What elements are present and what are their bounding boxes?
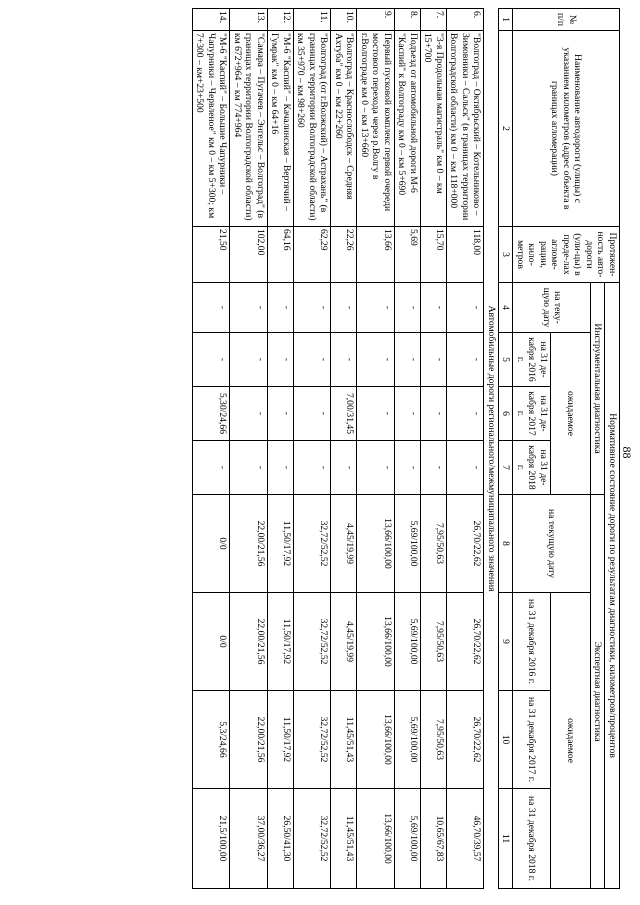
column-number: 2 [499, 31, 514, 227]
expert-2016: 11,50/17,92 [268, 593, 294, 691]
table-row [421, 9, 447, 889]
column-number: 5 [499, 333, 514, 387]
header-normative-state: Нормативное состояние дороги по результатам диагностики, километров/процентов [605, 283, 620, 889]
road-length: 13,66 [357, 227, 395, 283]
expert-2016: 32,72/52,52 [294, 593, 332, 691]
row-number: 14. [193, 9, 231, 31]
column-number: 8 [499, 495, 514, 593]
expert-2016: 22,00/21,56 [230, 593, 268, 691]
column-number: 4 [499, 283, 514, 333]
page-number: 88 [620, 446, 634, 459]
instr-2017: - [421, 387, 447, 441]
row-number: 7. [421, 9, 447, 31]
table-row [331, 9, 357, 889]
road-length: 62,29 [294, 227, 332, 283]
road-name: "Самара – Пугачев – Энгельс – Волгоград" (в границах территории Волгоградской области) км 672+964 – км 774+964 [230, 31, 268, 227]
table-row [395, 9, 421, 889]
road-length: 64,16 [268, 227, 294, 283]
instr-2018: - [395, 441, 421, 495]
instr-2017: - [230, 387, 268, 441]
header-road-name: Наименование автодороги (улицы) с указанием километров (адрес объекта в границах агломерации) [513, 31, 620, 227]
instr-2018: - [230, 441, 268, 495]
instr-current: - [230, 283, 268, 333]
expert-2016: 7,95/50,63 [421, 593, 447, 691]
expert-2018: 21,5/100,00 [193, 789, 231, 889]
expert-2017: 11,45/51,43 [331, 691, 357, 789]
instr-2016: - [331, 333, 357, 387]
instr-2017: 5,30/24,66 [193, 387, 231, 441]
expert-current: 22,00/21,56 [230, 495, 268, 593]
header-instr-2017: на 31 де-кабря 2017 г. [513, 387, 551, 441]
table-row [268, 9, 294, 889]
header-instr-expected: ожидаемое [551, 333, 591, 495]
road-name: "Волгоград – Краснослободск – Средняя Ахтуба" км 0 – км 22+260 [331, 31, 357, 227]
road-length: 21,50 [193, 227, 231, 283]
row-number: 12. [268, 9, 294, 31]
instr-current: - [447, 283, 485, 333]
road-name: Первый пусковой комплекс первой очереди мостового перехода через р.Волгу в г.Волгограде км 0 – км 13+660 [357, 31, 395, 227]
row-number: 13. [230, 9, 268, 31]
expert-2018: 10,65/67,83 [421, 789, 447, 889]
instr-current: - [331, 283, 357, 333]
instr-current: - [395, 283, 421, 333]
expert-2018: 46,70/39,57 [447, 789, 485, 889]
expert-2017: 7,95/50,63 [421, 691, 447, 789]
road-name: "Волгоград – Октябрьский – Котельниково – Зимовники – Сальск" (в границах территории Волгоградской области) км 0 – км 118+000 [447, 31, 485, 227]
road-name: "Волгоград (от г.Волжский) – Астрахань" (в границах территории Волгоградской области) км 35+970 – км 98+260 [294, 31, 332, 227]
instr-2018: - [294, 441, 332, 495]
expert-2017: 11,50/17,92 [268, 691, 294, 789]
instr-2018: - [193, 441, 231, 495]
road-name: Подъезд от автомобильной дороги М-6 "Каспий" к Волгограду км 0 – км 5+690 [395, 31, 421, 227]
expert-2017: 26,70/22,62 [447, 691, 485, 789]
instr-2018: - [331, 441, 357, 495]
instr-2017: - [294, 387, 332, 441]
header-number: № п/п [513, 9, 620, 31]
instr-2018: - [357, 441, 395, 495]
table-row [447, 9, 485, 889]
road-length: 102,00 [230, 227, 268, 283]
expert-2016: 4,45/19,99 [331, 593, 357, 691]
instr-2016: - [193, 333, 231, 387]
header-expert: Экспертная диагностика [591, 495, 606, 889]
header-expert-2018: на 31 декабря 2018 г. [513, 789, 551, 889]
row-number: 6. [447, 9, 485, 31]
instr-current: - [294, 283, 332, 333]
section-title: Автомобильные дороги регионального/межмуниципального значения [484, 9, 499, 889]
table-row [357, 9, 395, 889]
expert-2018: 26,50/41,30 [268, 789, 294, 889]
row-number: 8. [395, 9, 421, 31]
expert-current: 4,45/19,99 [331, 495, 357, 593]
header-expert-expected: ожидаемое [551, 593, 591, 889]
expert-2018: 13,66/100,00 [357, 789, 395, 889]
expert-2016: 13,66/100,00 [357, 593, 395, 691]
table-row [294, 9, 332, 889]
diagnostics-table [192, 8, 620, 889]
expert-2016: 0/0 [193, 593, 231, 691]
road-name: "3-я Продольная магистраль" км 0 – км 15+700 [421, 31, 447, 227]
instr-2018: - [421, 441, 447, 495]
instr-current: - [357, 283, 395, 333]
instr-2016: - [357, 333, 395, 387]
column-number: 7 [499, 441, 514, 495]
instr-2016: - [395, 333, 421, 387]
row-number: 10. [331, 9, 357, 31]
road-name: "М-6 "Каспий" – Большие Чапурники – Чапурники – Червленое" км 0 – км 5+300; км 7+300 – км+23+500 [193, 31, 231, 227]
expert-current: 26,70/22,62 [447, 495, 485, 593]
expert-current: 7,95/50,63 [421, 495, 447, 593]
instr-2017: 7,00/31,45 [331, 387, 357, 441]
expert-current: 32,72/52,52 [294, 495, 332, 593]
table-row [230, 9, 268, 889]
table-row [193, 9, 231, 889]
instr-current: - [268, 283, 294, 333]
header-length: Протяжен-ность авто-дороги (ули-цы) в преде-лах агломе-рации, кило-метров [513, 227, 620, 283]
instr-2017: - [357, 387, 395, 441]
instr-2016: - [268, 333, 294, 387]
column-number: 1 [499, 9, 514, 31]
instr-2017: - [447, 387, 485, 441]
expert-2018: 11,45/51,43 [331, 789, 357, 889]
header-instr-2016: на 31 де-кабря 2016 г. [513, 333, 551, 387]
header-expert-current: на текущую дату [513, 495, 591, 593]
expert-2017: 13,66/100,00 [357, 691, 395, 789]
expert-current: 0/0 [193, 495, 231, 593]
expert-2016: 26,70/22,62 [447, 593, 485, 691]
road-length: 5,69 [395, 227, 421, 283]
column-number-row [499, 9, 514, 889]
column-number: 11 [499, 789, 514, 889]
expert-current: 13,66/100,00 [357, 495, 395, 593]
column-number: 10 [499, 691, 514, 789]
instr-2016: - [230, 333, 268, 387]
instr-2016: - [421, 333, 447, 387]
header-expert-2016: на 31 декабря 2016 г. [513, 593, 551, 691]
expert-2016: 5,69/100,00 [395, 593, 421, 691]
header-expert-2017: на 31 декабря 2017 г. [513, 691, 551, 789]
expert-2017: 32,72/52,52 [294, 691, 332, 789]
road-length: 15,70 [421, 227, 447, 283]
header-instrumental: Инструментальная диагностика [591, 283, 606, 495]
expert-2018: 37,00/36,27 [230, 789, 268, 889]
instr-current: - [193, 283, 231, 333]
expert-2017: 5,69/100,00 [395, 691, 421, 789]
road-name: "М-6 "Каспий" – Качалинская – Вертячий – Гумрак" км 0 – км 64+16 [268, 31, 294, 227]
expert-current: 11,50/17,92 [268, 495, 294, 593]
instr-2016: - [447, 333, 485, 387]
row-number: 11. [294, 9, 332, 31]
expert-2018: 32,72/52,52 [294, 789, 332, 889]
instr-2018: - [268, 441, 294, 495]
expert-current: 5,69/100,00 [395, 495, 421, 593]
header-instr-current: на теку-щую дату [513, 283, 591, 333]
instr-2016: - [294, 333, 332, 387]
expert-2017: 22,00/21,56 [230, 691, 268, 789]
row-number: 9. [357, 9, 395, 31]
column-number: 9 [499, 593, 514, 691]
header-instr-2018: на 31 де-кабря 2018 г. [513, 441, 551, 495]
expert-2017: 5,3/24,66 [193, 691, 231, 789]
instr-current: - [421, 283, 447, 333]
expert-2018: 5,69/100,00 [395, 789, 421, 889]
instr-2017: - [395, 387, 421, 441]
road-length: 118,00 [447, 227, 485, 283]
road-length: 22,26 [331, 227, 357, 283]
column-number: 6 [499, 387, 514, 441]
column-number: 3 [499, 227, 514, 283]
instr-2017: - [268, 387, 294, 441]
instr-2018: - [447, 441, 485, 495]
